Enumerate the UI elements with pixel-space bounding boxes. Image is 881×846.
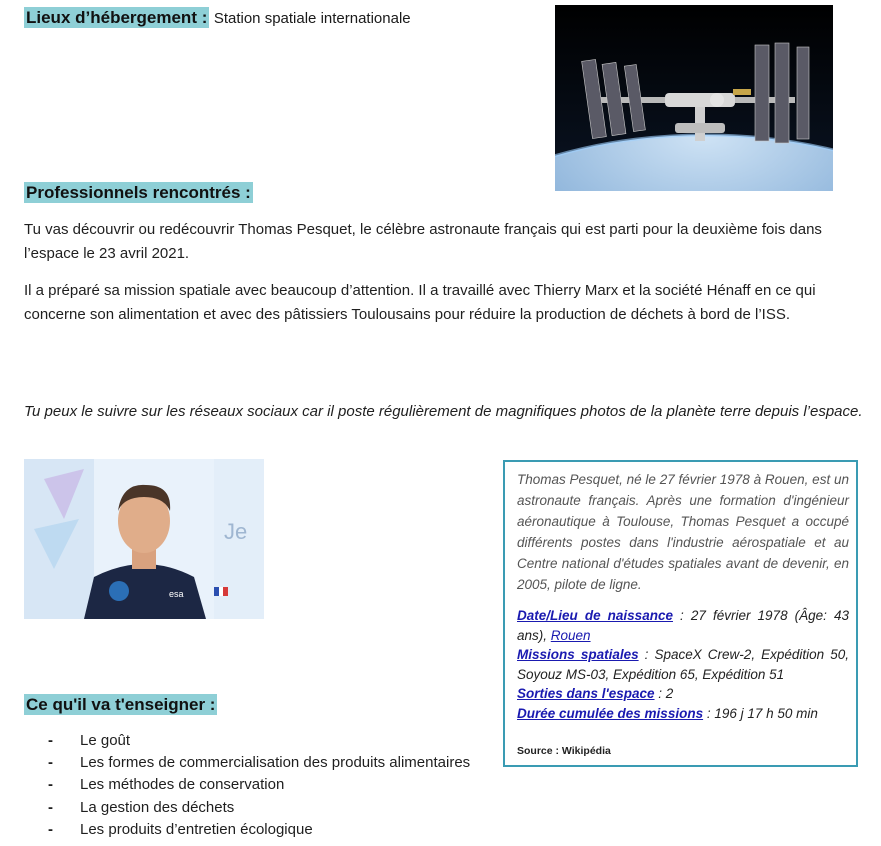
- missions-label[interactable]: Missions spatiales: [517, 647, 639, 662]
- social-note: Tu peux le suivre sur les réseaux sociaux car il poste régulièrement de magnifiques photos de la planète terre depuis l’espace.: [24, 403, 863, 420]
- wikipedia-infobox: [503, 460, 858, 767]
- iss-illustration: [555, 5, 833, 191]
- birth-label[interactable]: Date/Lieu de naissance: [517, 608, 673, 623]
- duration-row: [517, 704, 849, 724]
- iss-photo: [555, 5, 833, 191]
- list-item: - Le goût: [48, 732, 131, 749]
- birth-value: : 27 février 1978 (Âge: 43 ans),: [517, 608, 850, 643]
- spacewalks-label[interactable]: Sorties dans l'espace: [517, 686, 655, 701]
- duration-value: : 196 j 17 h 50 min: [703, 705, 818, 721]
- esa-patch-text: esa: [169, 589, 184, 599]
- missions-row: [517, 645, 849, 684]
- lodging-value: Station spatiale internationale: [213, 10, 411, 27]
- spacewalks-row: [517, 684, 849, 704]
- list-item: - Les produits d’entretien écologique: [48, 820, 313, 838]
- birth-row: [517, 606, 849, 645]
- infobox-source: Source : Wikipédia: [517, 745, 611, 757]
- infobox-facts: [517, 606, 849, 723]
- professionals-heading-wrap: [24, 182, 253, 204]
- svg-text:Je: Je: [224, 519, 248, 544]
- missions-value: : SpaceX Crew-2, Expédition 50, Soyouz MS-03, Expédition 65, Expédition 51: [517, 647, 849, 682]
- teaching-heading-wrap: [24, 694, 217, 716]
- list-item: - Les formes de commercialisation des produits alimentaires: [48, 754, 471, 772]
- infobox-bio: Thomas Pesquet, né le 27 février 1978 à Rouen, est un astronaute français. Après une formation d'ingénieur aéronautique à Toulouse, Thomas Pesquet a occupé différents postes dans l'industrie aérospatiale et au Centre national d'études spatiales avant de devenir, en 2005, pilote de ligne.: [517, 472, 849, 592]
- lodging-heading: Lieux d’hébergement :: [26, 8, 208, 27]
- teaching-heading: Ce qu'il va t'enseigner :: [26, 695, 216, 714]
- list-item: - La gestion des déchets: [48, 798, 235, 816]
- teaching-list: [48, 730, 488, 841]
- professionals-paragraph-2: Il a préparé sa mission spatiale avec beaucoup d’attention. Il a travaillé avec Thierry Marx et la société Hénaff en ce qui concerne son alimentation et avec des pâtissiers Toulousains pour réduire la production de déchets à bord de l’ISS.: [24, 282, 816, 323]
- lodging-line: [24, 7, 411, 29]
- list-item: - Les méthodes de conservation: [48, 776, 285, 794]
- professionals-paragraph-1: Tu vas découvrir ou redécouvrir Thomas Pesquet, le célèbre astronaute français qui est parti pour la deuxième fois dans l’espace le 23 avril 2021.: [24, 221, 822, 262]
- professionals-heading: Professionnels rencontrés :: [26, 183, 251, 202]
- portrait-illustration: [24, 459, 264, 619]
- birth-place-link[interactable]: Rouen: [550, 627, 591, 643]
- thomas-pesquet-photo: [24, 459, 264, 619]
- spacewalks-value: : 2: [654, 686, 674, 701]
- duration-label[interactable]: Durée cumulée des missions: [517, 705, 704, 721]
